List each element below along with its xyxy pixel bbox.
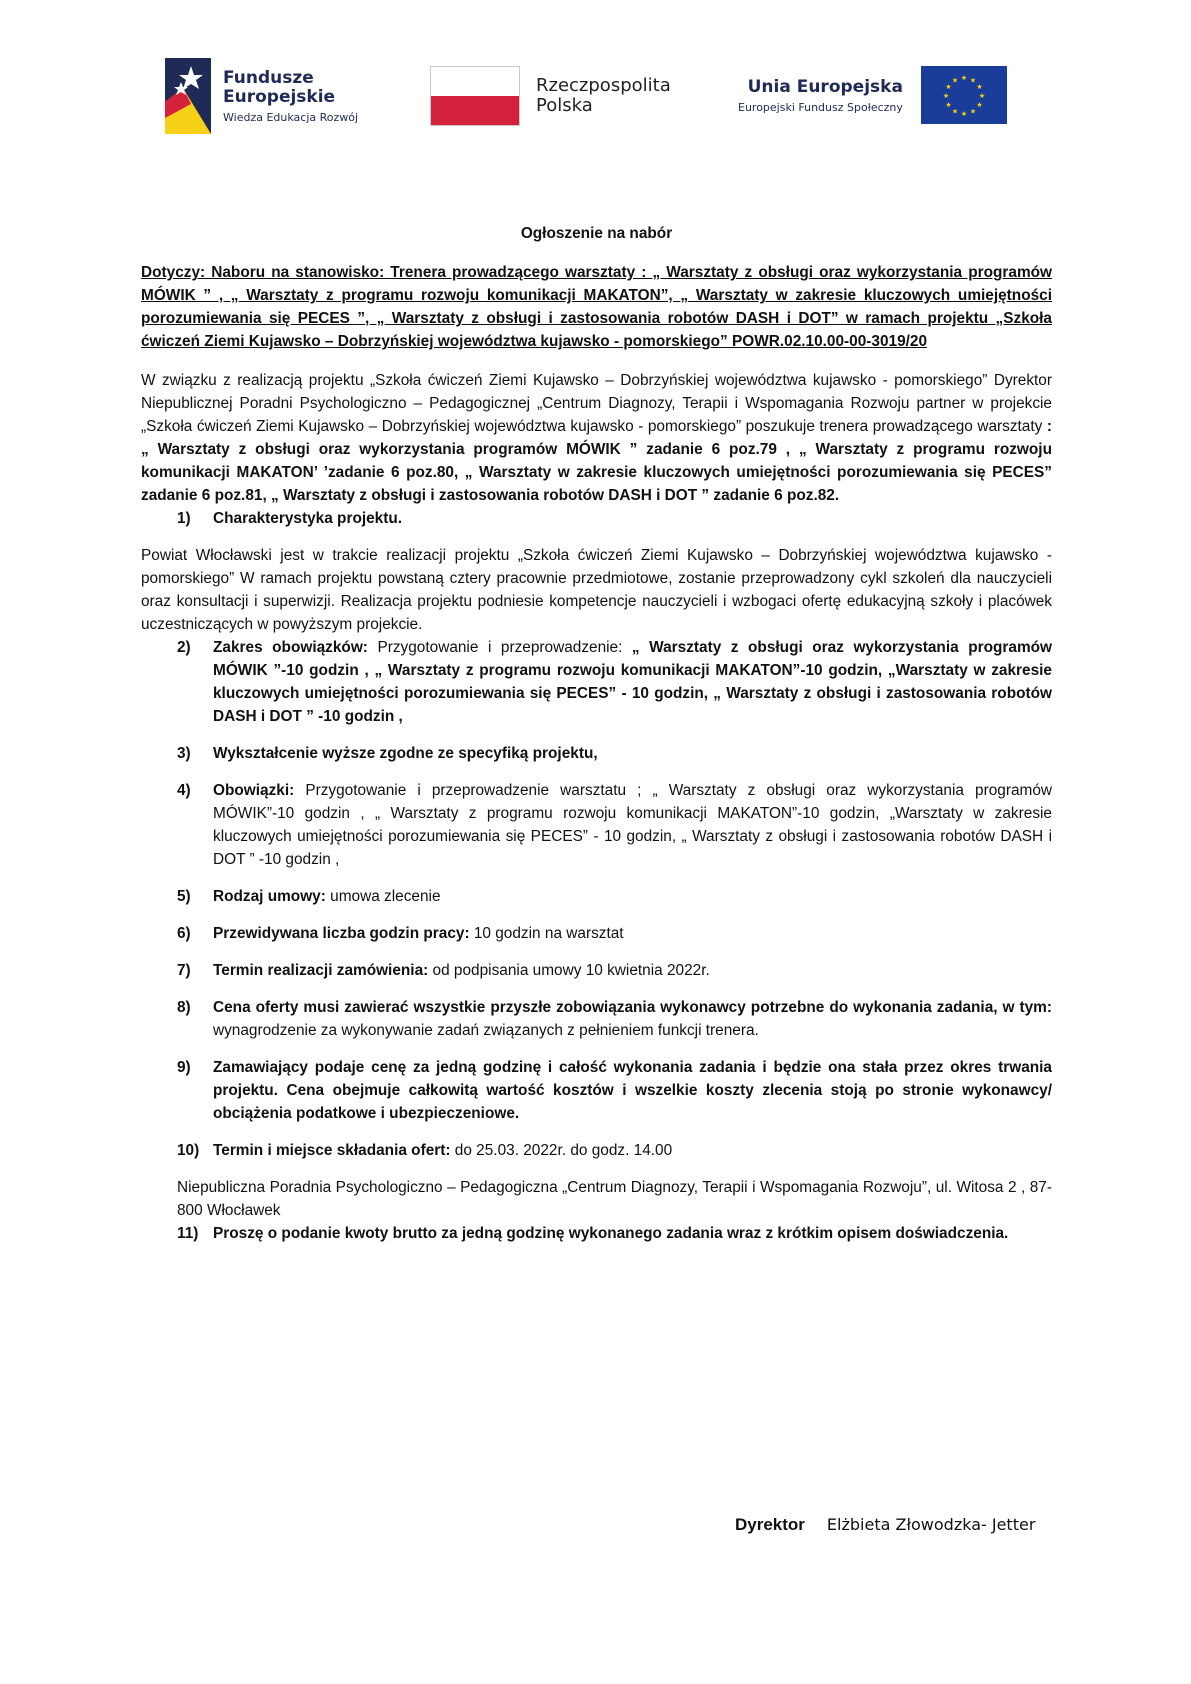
eu-flag-icon xyxy=(921,66,1007,124)
item-plain-text: do 25.03. 2022r. do godz. 14.00 xyxy=(450,1142,673,1159)
item-number: 7) xyxy=(177,962,191,979)
fe-name-line2: Europejskie xyxy=(223,86,336,107)
item-number: 8) xyxy=(177,999,191,1016)
eu-name: Unia Europejska xyxy=(747,76,903,97)
fe-name-line1: Fundusze xyxy=(223,67,314,88)
page-title: Ogłoszenie na nabór xyxy=(520,225,673,242)
item-plain-text: umowa zlecenie xyxy=(325,888,441,905)
intro-bold-text: : „ Warsztaty z obsługi oraz wykorzystania programów MÓWIK ” zadanie 6 poz.79 , „ Warsztaty z programu rozwoju komunikacji MAKATON’ ’zadanie 6 poz.80, „ Warsztaty w zakresie kluczowych umiejętności porozumiewania się PECES” zadanie 6 poz.81, „ Warsztaty z obsługi i zastosowania robotów DASH i DOT ” zadanie 6 poz.82. xyxy=(141,418,1052,504)
eu-subtitle: Europejski Fundusz Społeczny xyxy=(738,100,903,114)
item-label: Zamawiający podaje cenę za jedną godzinę i całość wykonania zadania i będzie ona stała przez okres trwania projektu. Cena obejmuje całkowitą wartość kosztów i wszelkie koszty zlecenia stoją po stronie wykonawcy/ obciążenia podatkowe i ubezpieczeniowe. xyxy=(213,1059,1052,1122)
svg-text:★: ★ xyxy=(960,74,968,82)
list-item-5 xyxy=(141,885,1052,908)
item-label: Termin i miejsce składania ofert: xyxy=(213,1142,451,1159)
item-number: 11) xyxy=(177,1225,199,1242)
signature-name: Elżbieta Złowodzka- Jetter xyxy=(826,1515,1036,1534)
list-item-6 xyxy=(141,922,1052,945)
item-label: Wykształcenie wyższe zgodne ze specyfiką projektu, xyxy=(213,745,598,762)
list-item-3 xyxy=(141,742,1052,765)
item-plain-text: 10 godzin na warsztat xyxy=(469,925,624,942)
item-number: 4) xyxy=(177,782,191,799)
svg-text:★: ★ xyxy=(976,101,983,109)
signature-role: Dyrektor xyxy=(735,1515,805,1534)
item-plain-text: Przygotowanie i przeprowadzenie: xyxy=(367,639,632,656)
svg-text:★: ★ xyxy=(978,92,986,100)
fundusze-europejskie-icon xyxy=(165,58,211,134)
intro-plain-text: W związku z realizacją projektu „Szkoła ćwiczeń Ziemi Kujawsko – Dobrzyńskiej województwa kujawsko - pomorskiego” Dyrektor Niepublicznej Poradni Psychologiczno – Pedagogicznej „Centrum Diagnozy, Terapii i Wspomagania Rozwoju partner w projekcie „Szkoła ćwiczeń Ziemi Kujawsko – Dobrzyńskiej województwa kujawsko - pomorskiego” poszukuje trenera prowadzącego warsztaty xyxy=(141,372,1052,435)
item-number: 10) xyxy=(177,1142,200,1159)
polish-flag-icon xyxy=(430,66,520,126)
pl-name-line2: Polska xyxy=(536,95,593,116)
rzeczpospolita-polska-logo xyxy=(430,66,671,126)
svg-text:★: ★ xyxy=(951,76,959,85)
signature-block xyxy=(735,1515,1035,1535)
item-number: 5) xyxy=(177,888,191,905)
list-item-7 xyxy=(141,959,1052,982)
item-number: 2) xyxy=(177,639,191,656)
svg-text:★: ★ xyxy=(945,101,952,109)
item-plain-text: wynagrodzenie za wykonywanie zadań związanych z pełnieniem funkcji trenera. xyxy=(213,1022,759,1039)
fundusze-europejskie-logo xyxy=(165,58,358,134)
item-label: Przewidywana liczba godzin pracy: xyxy=(213,925,470,942)
logo-header xyxy=(0,52,1191,142)
pl-name-line1: Rzeczpospolita xyxy=(536,75,671,96)
unia-europejska-logo xyxy=(738,66,1007,124)
item-label: Rodzaj umowy: xyxy=(213,888,326,905)
intro-paragraph xyxy=(141,369,1052,507)
svg-text:★: ★ xyxy=(945,83,952,91)
list-item-8 xyxy=(141,996,1052,1042)
item-number: 3) xyxy=(177,745,191,762)
fe-subtitle: Wiedza Edukacja Rozwój xyxy=(223,110,359,124)
announcement-body xyxy=(141,222,1052,1259)
list-item-1 xyxy=(141,507,1052,530)
item-number: 9) xyxy=(177,1059,191,1076)
svg-text:★: ★ xyxy=(969,76,977,85)
svg-text:★: ★ xyxy=(969,107,977,116)
item-label: Obowiązki: xyxy=(213,782,295,799)
subject-line: Dotyczy: Naboru na stanowisko: Trenera prowadzącego warsztaty : „ Warsztaty z obsługi oraz wykorzystania programów MÓWIK ” , „ Warsztaty z programu rozwoju komunikacji MAKATON”, „ Warsztaty w zakresie kluczowych umiejętności porozumiewania się PECES ”, „ Warsztaty z obsługi i zastosowania robotów DASH i DOT” w ramach projektu „Szkoła ćwiczeń Ziemi Kujawsko – Dobrzyńskiej województwa kujawsko - pomorskiego” POWR.02.10.00-00-3019/20 xyxy=(141,264,1052,350)
list-item-10 xyxy=(141,1139,1052,1162)
list-item-11 xyxy=(141,1222,1052,1245)
item-number: 6) xyxy=(177,925,191,942)
item-label: Zakres obowiązków: xyxy=(213,639,368,656)
item-label: Proszę o podanie kwoty brutto za jedną godzinę wykonanego zadania wraz z krótkim opisem doświadczenia. xyxy=(213,1225,1009,1242)
item-label: Cena oferty musi zawierać wszystkie przyszłe zobowiązania wykonawcy potrzebne do wykonania zadania, w tym: xyxy=(213,999,1052,1016)
list-item-9 xyxy=(141,1056,1052,1125)
item-label: Charakterystyka projektu. xyxy=(213,510,403,527)
project-description: Powiat Włocławski jest w trakcie realizacji projektu „Szkoła ćwiczeń Ziemi Kujawsko – Dobrzyńskiej województwa kujawsko - pomorskiego” W ramach projektu powstaną cztery pracownie przedmiotowe, zostanie przeprowadzony cykl szkoleń dla nauczycieli oraz konsultacji i superwizji. Realizacja projektu podniesie kompetencje nauczycieli i wzbogaci ofertę edukacyjną szkoły i placówek uczestniczących w powyższym projekcie. xyxy=(141,547,1052,633)
item-label: Termin realizacji zamówienia: xyxy=(213,962,429,979)
item-plain-text: od podpisania umowy 10 kwietnia 2022r. xyxy=(428,962,710,979)
svg-text:★: ★ xyxy=(951,107,959,116)
item-plain-text: Przygotowanie i przeprowadzenie warsztatu ; „ Warsztaty z obsługi oraz wykorzystania programów MÓWIK”-10 godzin , „ Warsztaty z programu rozwoju komunikacji MAKATON”-10 godzin, „Warsztaty w zakresie kluczowych umiejętności porozumiewania się PECES” - 10 godzin, „ Warsztaty z obsługi i zastosowania robotów DASH i DOT ” -10 godzin , xyxy=(213,782,1052,868)
submission-address: Niepubliczna Poradnia Psychologiczno – Pedagogiczna „Centrum Diagnozy, Terapii i Wspomagania Rozwoju”, ul. Witosa 2 , 87-800 Włocławek xyxy=(177,1179,1052,1219)
svg-text:★: ★ xyxy=(976,83,983,91)
svg-text:★: ★ xyxy=(942,92,950,100)
item-number: 1) xyxy=(177,510,191,527)
list-item-2 xyxy=(141,636,1052,728)
list-item-4 xyxy=(141,779,1052,871)
item-bold-text: „ Warsztaty z obsługi oraz wykorzystania programów MÓWIK ”-10 godzin , „ Warsztaty z programu rozwoju komunikacji MAKATON”-10 godzin, „Warsztaty w zakresie kluczowych umiejętności porozumiewania się PECES” - 10 godzin, „ Warsztaty z obsługi i zastosowania robotów DASH i DOT ” -10 godzin , xyxy=(213,639,1053,725)
svg-text:★: ★ xyxy=(960,110,968,118)
